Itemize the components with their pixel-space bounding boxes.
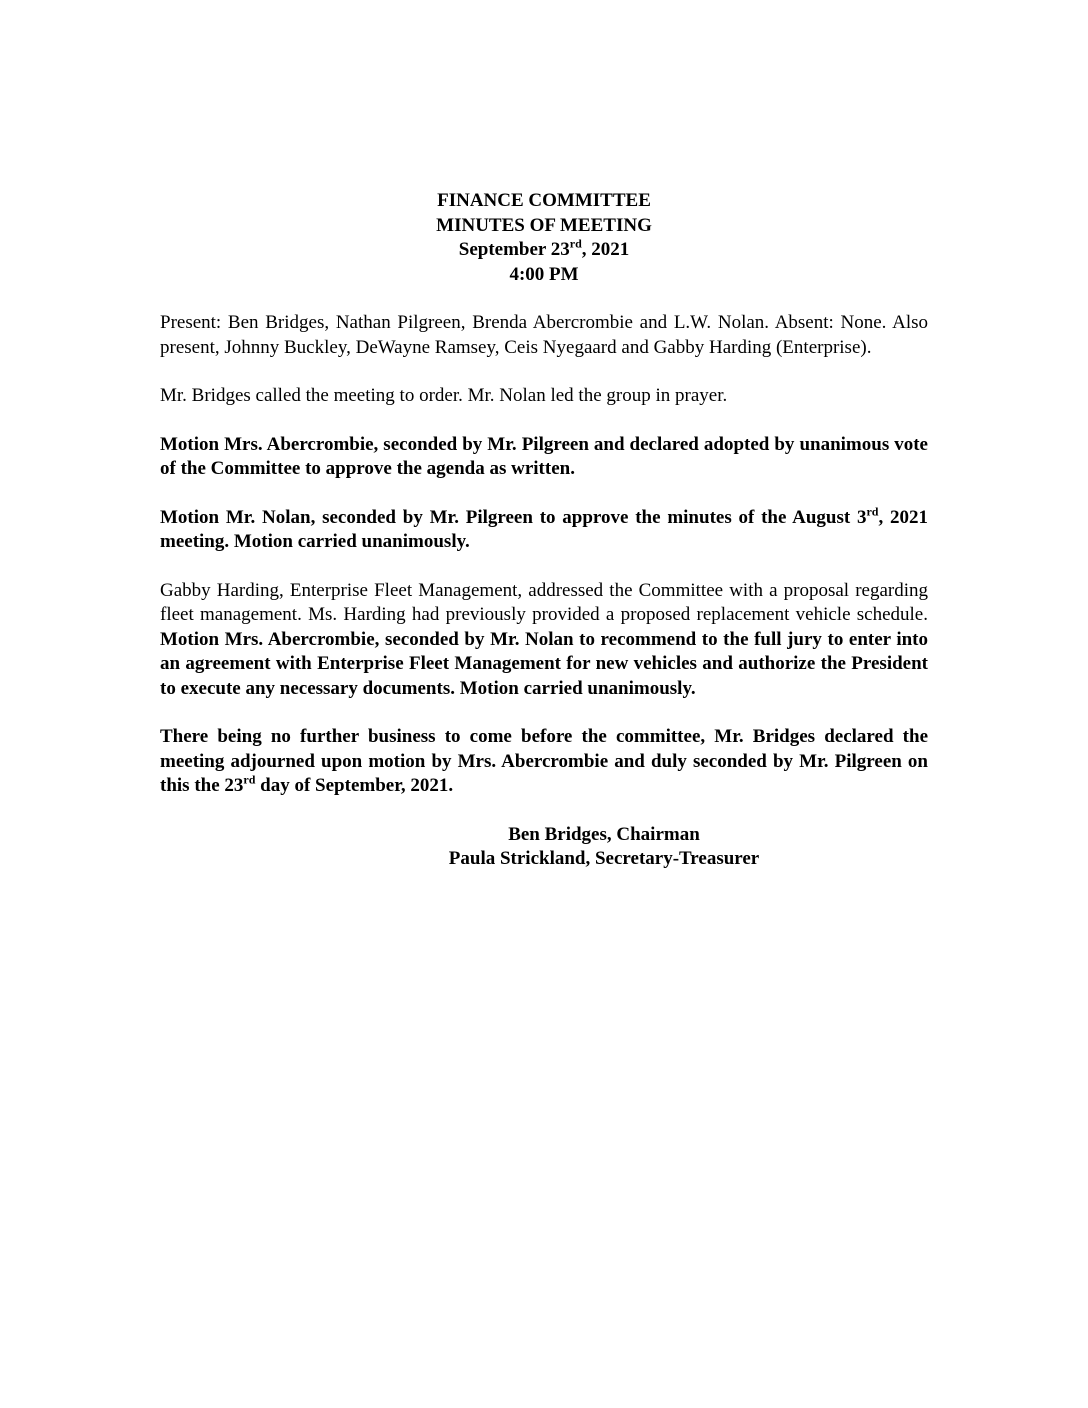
- document-page: [160, 189, 928, 872]
- minutes-motion-suffix: rd: [866, 504, 879, 519]
- adjournment-paragraph: [160, 725, 928, 799]
- signature-block: [280, 823, 928, 872]
- meeting-time: 4:00 PM: [509, 263, 579, 285]
- opening-paragraph: Mr. Bridges called the meeting to order. Mr. Nolan led the group in prayer.: [160, 385, 728, 406]
- meeting-date-suffix: rd: [569, 236, 582, 251]
- fleet-motion: Motion Mrs. Abercrombie, seconded by Mr. Nolan to recommend to the full jury to enter into an agreement with Enterprise Fleet Management for new vehicles and authorize the President to execute any necessary documents. Motion carried unanimously.: [160, 628, 928, 699]
- meeting-date: [160, 238, 928, 263]
- agenda-motion-paragraph: Motion Mrs. Abercrombie, seconded by Mr. Pilgreen and declared adopted by unanimous vote of the Committee to approve the agenda as written.: [160, 433, 928, 479]
- committee-title: FINANCE COMMITTEE: [437, 190, 651, 211]
- minutes-title: MINUTES OF MEETING: [436, 214, 652, 236]
- adjournment-suffix: rd: [243, 772, 256, 787]
- minutes-motion-tail: , 2021 meeting. Motion carried unanimously.: [160, 506, 929, 552]
- chairman-signature: Ben Bridges, Chairman: [508, 823, 700, 845]
- fleet-text: Gabby Harding, Enterprise Fleet Management, addressed the Committee with a proposal regarding fleet management. Ms. Harding had previously provided a proposed replacement vehicle schedule.: [160, 579, 928, 625]
- secretary-signature: Paula Strickland, Secretary-Treasurer: [448, 848, 760, 869]
- meeting-date-text: September 23: [458, 239, 570, 260]
- minutes-motion-text: Motion Mr. Nolan, seconded by Mr. Pilgreen to approve the minutes of the August 3: [160, 506, 867, 528]
- attendance-paragraph: Present: Ben Bridges, Nathan Pilgreen, Brenda Abercrombie and L.W. Nolan. Absent: None. Also present, Johnny Buckley, DeWayne Ramsey, Ceis Nyegaard and Gabby Harding (Enterprise).: [160, 312, 928, 358]
- minutes-motion-paragraph: [160, 506, 928, 555]
- document-heading: [160, 189, 928, 287]
- adjournment-text: There being no further business to come before the committee, Mr. Bridges declared the meeting adjourned upon motion by Mrs. Abercrombie and duly seconded by Mr. Pilgreen on this the 23: [160, 726, 928, 796]
- meeting-date-year: , 2021: [581, 239, 630, 260]
- adjournment-tail: day of September, 2021.: [255, 775, 454, 796]
- fleet-paragraph: [160, 579, 928, 702]
